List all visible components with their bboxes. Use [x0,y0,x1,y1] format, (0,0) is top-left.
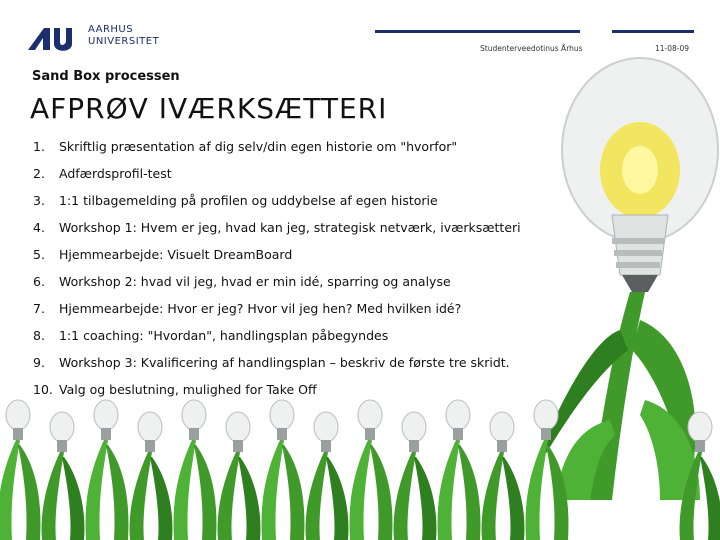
step-number: 4. [33,220,45,235]
list-item [33,193,521,220]
small-bulb-icon [394,412,437,540]
small-bulb-icon [218,412,261,540]
step-number: 8. [33,328,45,343]
step-text: 1:1 tilbagemelding på profilen og uddybelse af egen historie [59,193,438,208]
list-item [33,328,521,355]
small-bulb-icon [42,412,85,540]
small-bulb-icon [680,412,720,540]
small-bulb-icon [350,400,393,540]
step-text: Workshop 1: Hvem er jeg, hvad kan jeg, strategisk netværk, iværksætteri [59,220,521,235]
list-item [33,247,521,274]
step-text: Skriftlig præsentation af dig selv/din egen historie om "hvorfor" [59,139,458,154]
step-text: Workshop 2: hvad vil jeg, hvad er min idé, sparring og analyse [59,274,451,289]
step-text: Hjemmearbejde: Hvor er jeg? Hvor vil jeg hen? Med hvilken idé? [59,301,462,316]
small-bulb-row [0,400,720,540]
process-steps-list [33,139,521,409]
list-item [33,274,521,301]
large-leaves-icon [530,292,700,500]
list-item [33,382,521,409]
small-bulb-icon [526,400,569,540]
list-item [33,139,521,166]
small-bulb-icon [174,400,217,540]
list-item [33,301,521,328]
step-text: Adfærdsprofil-test [59,166,172,181]
step-number: 10. [33,382,53,397]
step-number: 1. [33,139,45,154]
slide-title: AFPRØV IVÆRKSÆTTERI [30,92,388,125]
small-bulb-icon [130,412,173,540]
department-name: Studenterveedotinus Århus [480,44,583,53]
slide-kicker: Sand Box processen [32,69,180,84]
slide-date: 11-08-09 [655,44,690,53]
step-number: 2. [33,166,45,181]
au-logo-icon [26,26,74,52]
step-text: Valg og beslutning, mulighed for Take Off [59,382,317,397]
step-text: 1:1 coaching: "Hvordan", handlingsplan påbegyndes [59,328,389,343]
small-bulb-icon [306,412,349,540]
small-bulb-icon [86,400,129,540]
small-bulb-icon [482,412,525,540]
large-lightbulb-icon [562,58,718,292]
header-rule-left [375,30,580,33]
step-number: 7. [33,301,45,316]
list-item [33,166,521,193]
step-text: Workshop 3: Kvalificering af handlingsplan – beskriv de første tre skridt. [59,355,510,370]
step-number: 5. [33,247,45,262]
university-logo [26,24,166,58]
step-text: Hjemmearbejde: Visuelt DreamBoard [59,247,293,262]
step-number: 9. [33,355,45,370]
step-number: 3. [33,193,45,208]
header-rule-right [612,30,694,33]
university-name-line1: AARHUS [88,24,134,35]
small-bulb-icon [438,400,481,540]
list-item [33,220,521,247]
step-number: 6. [33,274,45,289]
small-bulb-icon [262,400,305,540]
small-bulb-icon [0,400,40,540]
list-item [33,355,521,382]
university-name-line2: UNIVERSITET [88,36,160,47]
